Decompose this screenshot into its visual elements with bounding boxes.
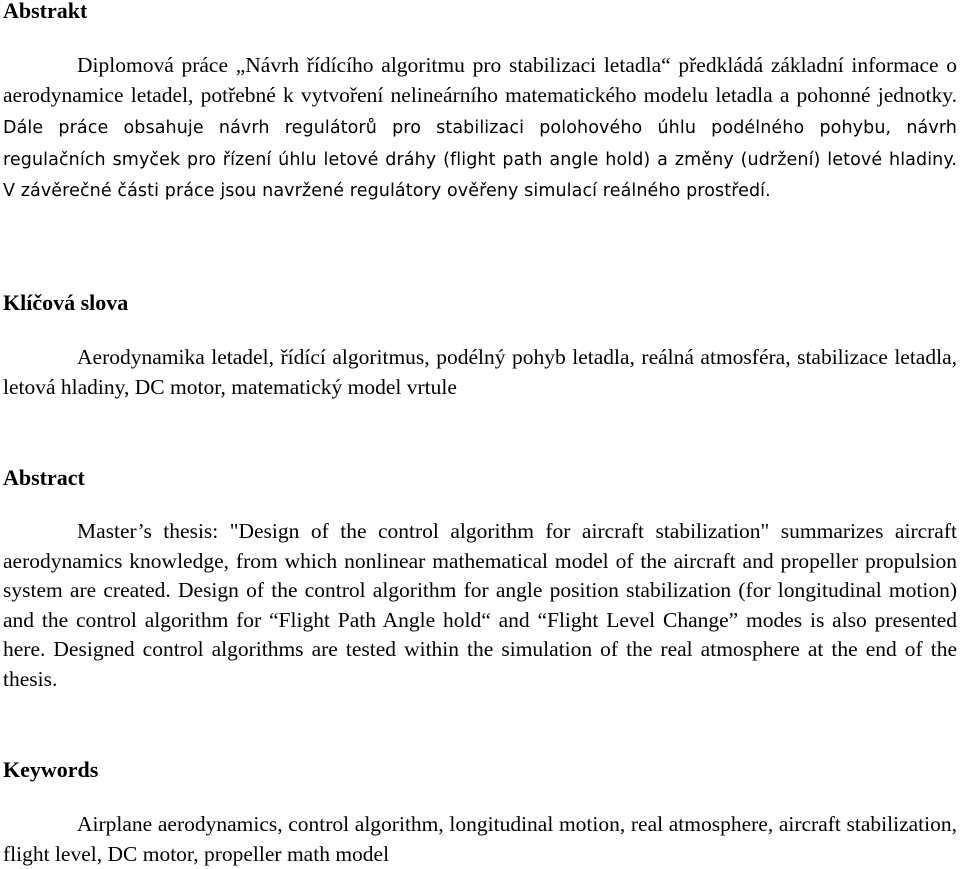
- abstract-paragraph: Master’s thesis: "Design of the control algorithm for aircraft stabilization" summarizes aircraft aerodynamics knowledge, from which nonlinear mathematical model of the aircraft and propeller propulsion system are created. Design of the control algorithm for angle position stabilization (for longitudinal motion) and the control algorithm for “Flight Path Angle hold“ and “Flight Level Change” modes is also presented here. Designed control algorithms are tested within the simulation of the real atmosphere at the end of the thesis.: [3, 519, 957, 691]
- keywords-paragraph: Airplane aerodynamics, control algorithm, longitudinal motion, real atmosphere, aircraft stabilization, flight level, DC motor, propeller math model: [3, 812, 957, 866]
- abstrakt-heading: Abstrakt: [3, 0, 88, 23]
- abstrakt-text-part2: Dále práce obsahuje návrh regulátorů pro stabilizaci polohového úhlu podélného pohybu, návrh regulačních smyček pro řízení úhlu letové dráhy (flight path angle hold) a změny (udržení) letové hladiny. V závěrečné části práce jsou navržené regulátory ověřeny simulací reálného prostředí.: [3, 118, 957, 201]
- klicova-slova-paragraph: Aerodynamika letadel, řídící algoritmus, podélný pohyb letadla, reálná atmosféra, stabilizace letadla, letová hladiny, DC motor, matematický model vrtule: [3, 345, 957, 399]
- klicova-slova-heading: Klíčová slova: [3, 290, 129, 315]
- abstrakt-paragraph: [3, 51, 957, 207]
- abstrakt-text-part1: Diplomová práce „Návrh řídícího algoritmu pro stabilizaci letadla“ předkládá základní informace o aerodynamice letadel, potřebné k vytvoření nelineárního matematického modelu letadla a pohonné jednotky.: [3, 53, 957, 107]
- abstract-heading: Abstract: [3, 465, 85, 490]
- keywords-heading: Keywords: [3, 757, 99, 782]
